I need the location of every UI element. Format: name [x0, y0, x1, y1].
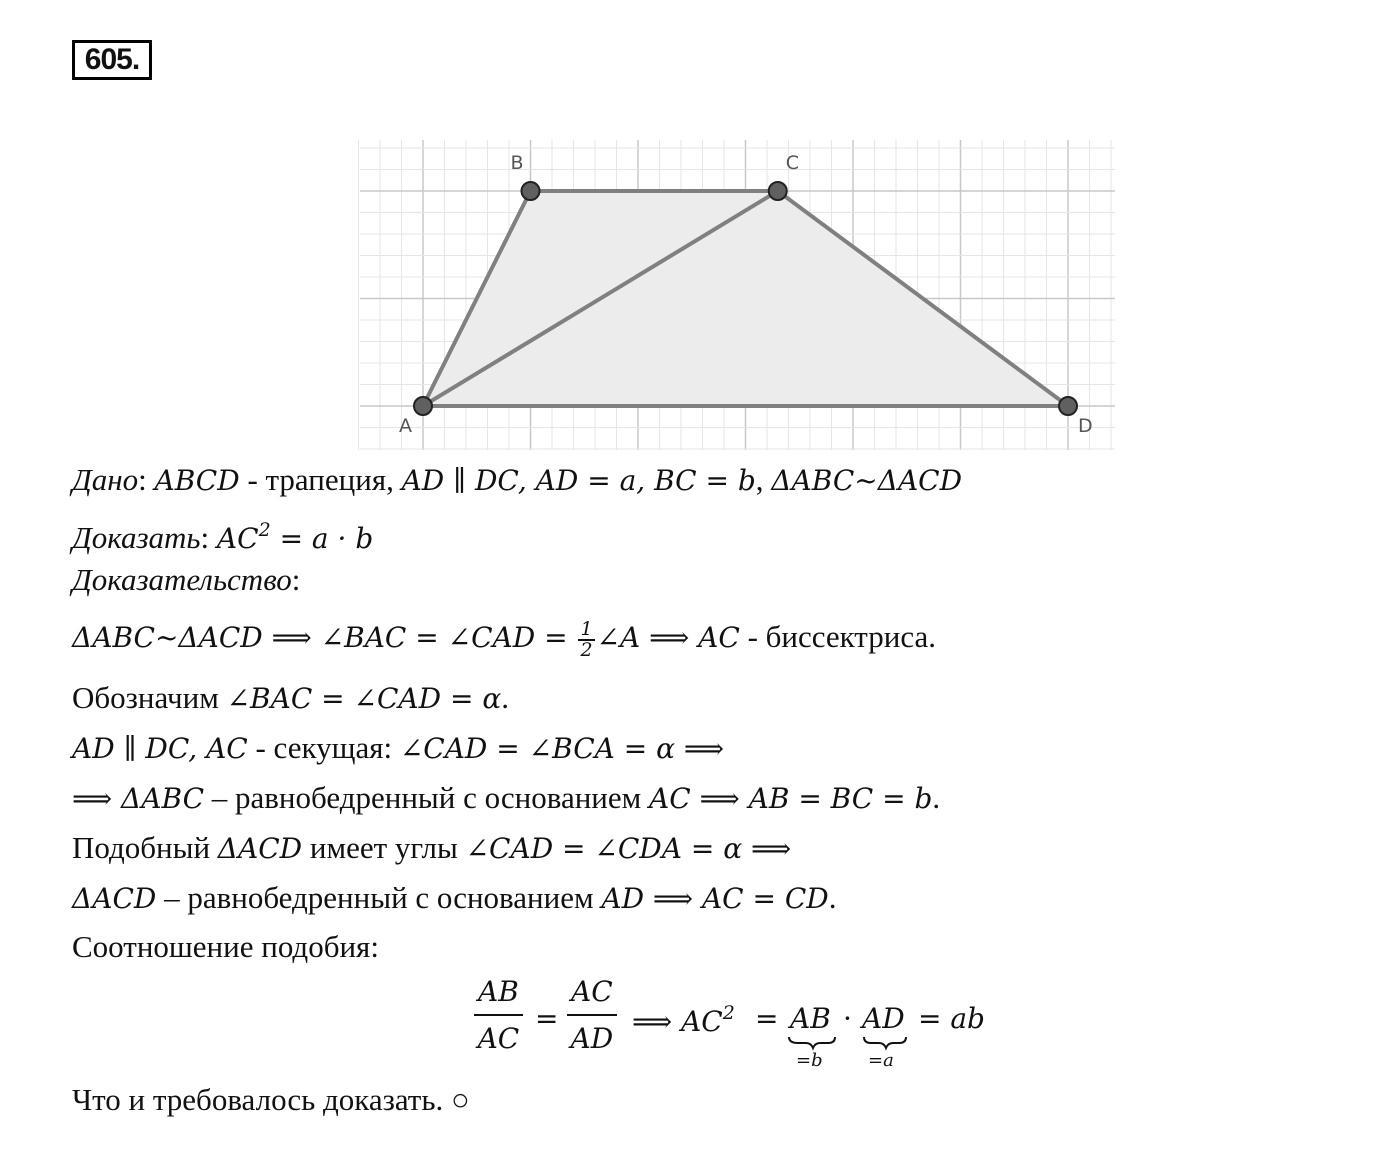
- fraction-ab-ac: [474, 975, 523, 1055]
- vertex-b: [522, 182, 540, 200]
- given-line: [72, 460, 962, 501]
- vertex-c: [769, 182, 787, 200]
- step4-text-2: .: [932, 780, 941, 815]
- formula-rest: ⟹ AC: [632, 1005, 723, 1038]
- under-label-b: =b: [796, 1050, 823, 1071]
- given-formula-3: ΔABC~ΔACD: [771, 464, 963, 497]
- step-3: [72, 728, 724, 769]
- prove-formula-1: AC: [216, 522, 259, 555]
- step-4: [72, 778, 940, 819]
- step5-text-2: имеет углы: [302, 830, 466, 865]
- step6-text-2: .: [828, 880, 837, 915]
- vertex-label-d: D: [1078, 415, 1093, 437]
- prove-label: Доказать: [72, 520, 201, 555]
- step-7: [72, 927, 379, 967]
- problem-number: 605.: [72, 40, 152, 80]
- frac1-num: AB: [474, 975, 523, 1016]
- step6-text-1: – равнобедренный с основанием: [156, 880, 602, 915]
- formula-sup: 2: [722, 1002, 735, 1024]
- equals-2: =: [755, 1002, 779, 1035]
- vertex-label-b: B: [510, 152, 524, 174]
- half-fraction: [578, 617, 594, 661]
- given-text-2: ,: [755, 462, 772, 497]
- conclusion: [72, 1080, 470, 1120]
- proof-label: Доказательство: [72, 562, 292, 597]
- half-num: 1: [580, 617, 593, 640]
- fraction-ac-ad: [567, 975, 617, 1055]
- result: = ab: [918, 1002, 985, 1035]
- underbrace-ab: [789, 1037, 835, 1048]
- step6-formula-2: AD ⟹ AC = CD: [601, 882, 829, 915]
- given-formula-2: AD ∥ DC, AD = a, BC = b: [401, 464, 756, 497]
- step4-text-1: – равнобедренный с основанием: [204, 780, 650, 815]
- prove-formula-2: = a · b: [270, 522, 374, 555]
- given-label: Дано: [72, 462, 139, 497]
- trapezoid-figure: [0, 0, 1400, 460]
- step-1: [72, 617, 936, 660]
- vertex-label-a: A: [399, 415, 412, 437]
- step3-text: - секущая:: [247, 730, 400, 765]
- under-label-a: =a: [868, 1050, 894, 1071]
- frac2-den: AD: [570, 1022, 614, 1055]
- step2-formula: ∠BAC = ∠CAD = α: [226, 682, 502, 715]
- step1-formula-2: ∠A ⟹ AC: [596, 621, 740, 654]
- prove-colon: :: [200, 520, 210, 555]
- given-text-1: - трапеция,: [239, 462, 402, 497]
- vertex-a: [414, 397, 432, 415]
- step4-formula-2: AC ⟹ AB = BC = b: [649, 782, 933, 815]
- half-den: 2: [580, 638, 593, 661]
- vertex-d: [1059, 397, 1077, 415]
- step7-text: Соотношение подобия:: [72, 929, 379, 964]
- step1-formula-1: ΔABC~ΔACD ⟹ ∠BAC = ∠CAD =: [72, 621, 577, 654]
- prove-sup: 2: [258, 519, 271, 541]
- formula-implies: [632, 1002, 735, 1038]
- dot: ·: [843, 1002, 852, 1035]
- step-6: [72, 878, 836, 919]
- underbraces: [786, 1035, 916, 1051]
- step3-formula-2: ∠CAD = ∠BCA = α ⟹: [399, 732, 725, 765]
- conclusion-text: Что и требовалось доказать. ○: [72, 1082, 470, 1117]
- frac2-num: AC: [567, 975, 617, 1016]
- underbrace-ad: [864, 1037, 906, 1048]
- equals-1: =: [535, 1002, 559, 1035]
- proof-colon: :: [291, 562, 301, 597]
- step6-formula-1: ΔACD: [72, 882, 157, 915]
- step-2: [72, 678, 509, 719]
- step4-formula-1: ⟹ ΔABC: [72, 782, 205, 815]
- term-ad: AD: [862, 1002, 905, 1035]
- step3-formula-1: AD ∥ DC, AC: [72, 732, 248, 765]
- step1-text: - биссектриса.: [739, 619, 936, 654]
- step2-text-1: Обозначим: [72, 680, 227, 715]
- vertex-label-c: C: [785, 152, 800, 174]
- given-colon: :: [138, 462, 147, 497]
- step2-text-2: .: [501, 680, 509, 715]
- given-formula-1: ABCD: [154, 464, 240, 497]
- step5-formula-1: ΔACD: [217, 832, 303, 865]
- term-ab: AB: [790, 1002, 831, 1035]
- frac1-den: AC: [477, 1022, 520, 1055]
- proof-label-line: [72, 560, 300, 600]
- step-5: [72, 828, 791, 869]
- step5-formula-2: ∠CAD = ∠CDA = α ⟹: [465, 832, 792, 865]
- prove-line: [72, 510, 373, 559]
- step5-text-1: Подобный: [72, 830, 218, 865]
